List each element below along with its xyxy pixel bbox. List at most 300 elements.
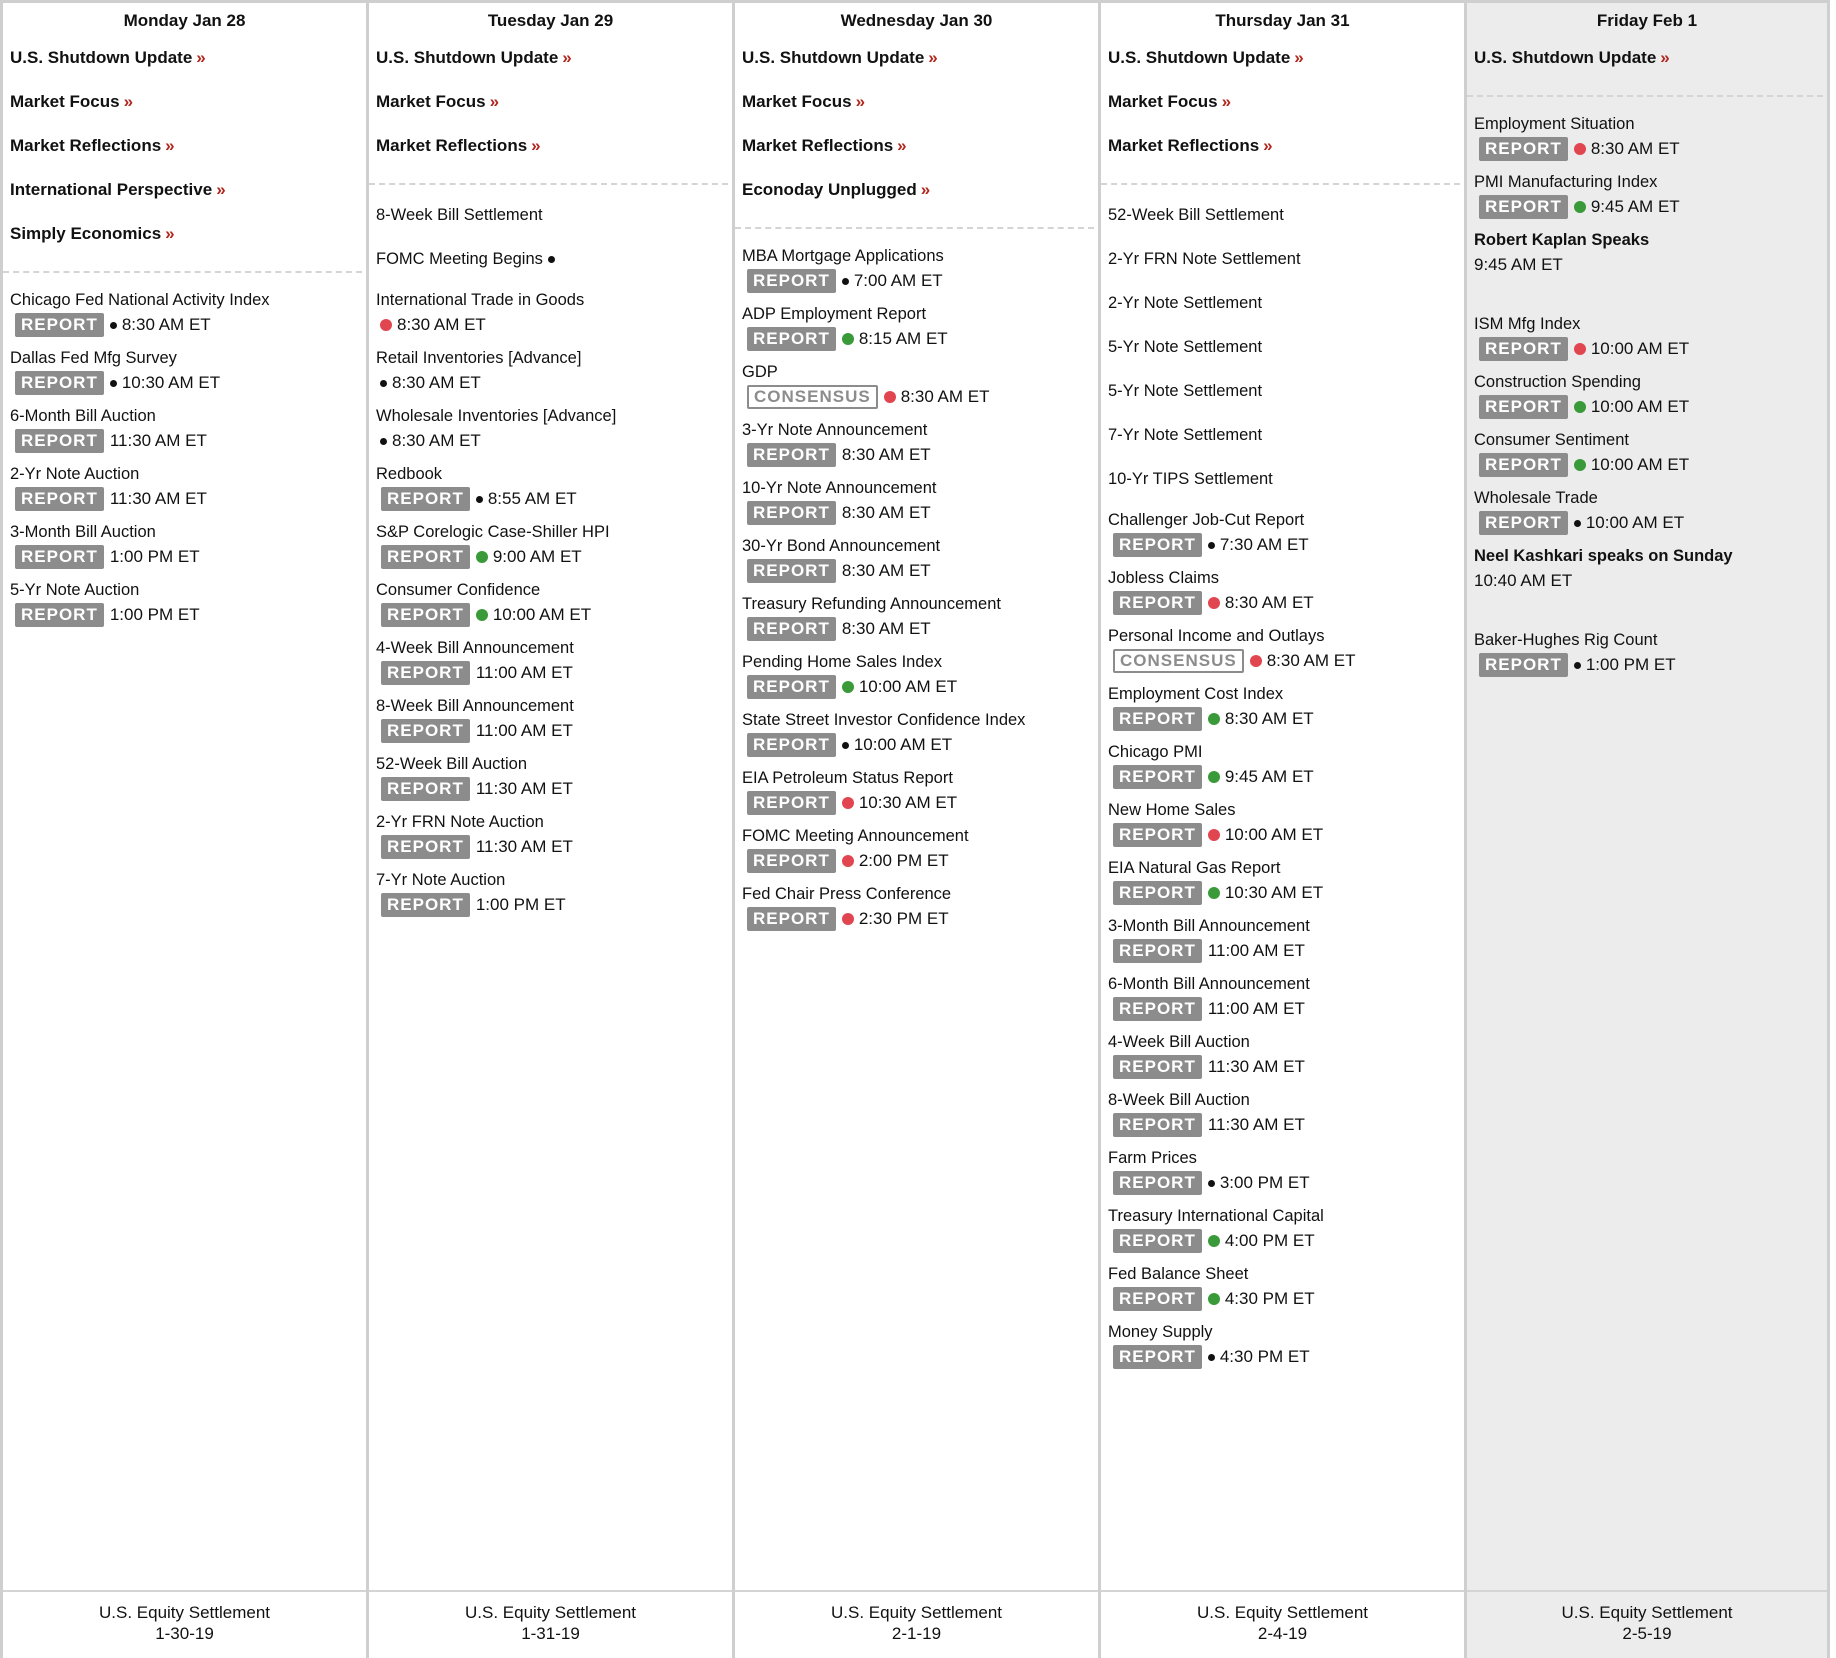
event-time: 1:00 PM ET [109,547,200,566]
event-name-text[interactable]: 6-Month Bill Announcement [1108,975,1310,993]
event-item [376,696,726,745]
event-name-text[interactable]: FOMC Meeting Begins [376,250,543,268]
event-name[interactable] [1474,430,1821,451]
event-name-text[interactable]: GDP [742,363,778,381]
event-name[interactable] [1108,974,1458,995]
feature-link[interactable] [1474,35,1815,79]
event-name-text[interactable]: Treasury Refunding Announcement [742,595,1001,613]
event-time: 2:30 PM ET [858,909,949,928]
feature-label[interactable]: Simply Economics [10,224,162,243]
feature-link[interactable] [10,35,354,79]
settlement-footer [1101,1590,1464,1658]
event-name-text[interactable]: Retail Inventories [Advance] [376,349,582,367]
importance-dot-icon [1574,401,1586,413]
report-badge[interactable]: REPORT [381,487,470,511]
report-badge[interactable]: REPORT [747,269,836,293]
event-name-text[interactable]: EIA Natural Gas Report [1108,859,1281,877]
importance-dot-icon [1574,459,1586,471]
importance-dot-icon [476,496,483,503]
event-name-text[interactable]: Jobless Claims [1108,569,1219,587]
event-name-text[interactable]: 8-Week Bill Announcement [376,697,574,715]
event-name[interactable] [376,812,726,833]
settlement-title: U.S. Equity Settlement [830,1603,1003,1622]
event-name[interactable] [376,348,726,369]
event-name[interactable] [1108,369,1458,413]
event-name-text[interactable]: Fed Chair Press Conference [742,885,952,903]
event-item [376,870,726,919]
event-name[interactable] [1108,193,1458,237]
event-time: 11:30 AM ET [1207,1057,1305,1076]
event-item [1474,314,1821,363]
report-badge[interactable]: REPORT [747,675,836,699]
report-badge[interactable]: REPORT [1113,1171,1202,1195]
event-time: 10:00 AM ET [858,677,958,696]
feature-label[interactable]: Market Focus [376,92,486,111]
event-name-text[interactable]: PMI Manufacturing Index [1474,173,1658,191]
event-meta [742,789,1092,817]
event-time: 8:30 AM ET [397,315,486,334]
feature-link[interactable] [10,123,354,167]
event-item [1474,114,1821,163]
event-name-text[interactable]: ADP Employment Report [742,305,927,323]
event-name[interactable] [742,420,1092,441]
event-meta [742,847,1092,875]
day-body [369,0,732,1588]
event-name[interactable] [1108,510,1458,531]
event-time: 9:45 AM ET [1590,197,1680,216]
settlement-title: U.S. Equity Settlement [98,1603,271,1622]
report-badge[interactable]: REPORT [15,545,104,569]
settlement-date: 1-30-19 [155,1624,214,1643]
event-name[interactable] [10,522,360,543]
event-name-text[interactable]: Construction Spending [1474,373,1641,391]
report-badge[interactable]: REPORT [747,733,836,757]
report-badge[interactable]: REPORT [747,907,836,931]
event-name-text[interactable]: S&P Corelogic Case-Shiller HPI [376,523,610,541]
event-name-text[interactable]: 52-Week Bill Auction [376,755,528,773]
report-badge[interactable]: REPORT [381,777,470,801]
event-name-text[interactable]: 6-Month Bill Auction [10,407,156,425]
event-item [1108,1148,1458,1197]
event-name[interactable] [1474,630,1821,651]
event-name[interactable] [376,237,726,281]
feature-label[interactable]: Market Reflections [1108,136,1260,155]
event-name-text[interactable]: 7-Yr Note Settlement [1108,426,1263,444]
event-item [742,594,1092,643]
event-time: 8:30 AM ET [392,373,481,392]
event-name-text[interactable]: Challenger Job-Cut Report [1108,511,1305,529]
event-item [742,884,1092,933]
event-time: 7:00 AM ET [853,271,943,290]
feature-label[interactable]: Market Focus [10,92,120,111]
report-badge[interactable]: REPORT [1113,1113,1202,1137]
event-name[interactable] [1474,314,1821,335]
event-meta [1474,651,1821,679]
event-name-text[interactable]: Consumer Confidence [376,581,541,599]
feature-link[interactable] [1108,35,1452,79]
day-header: Monday Jan 28 [123,11,246,30]
importance-dot-icon [380,319,392,331]
event-name[interactable] [376,696,726,717]
feature-label[interactable]: International Perspective [10,180,213,199]
event-time: 10:00 AM ET [1590,397,1690,416]
event-name-text[interactable]: Chicago Fed National Activity Index [10,291,270,309]
event-name[interactable] [1108,568,1458,589]
event-name[interactable] [1108,858,1458,879]
event-name-text[interactable]: 30-Yr Bond Announcement [742,537,941,555]
importance-dot-icon [1208,713,1220,725]
feature-label[interactable]: U.S. Shutdown Update [742,48,925,67]
event-item [10,464,360,513]
report-badge[interactable]: REPORT [1113,1287,1202,1311]
feature-links [1467,35,1823,97]
event-name[interactable] [1108,413,1458,457]
report-badge[interactable]: REPORT [747,617,836,641]
event-name[interactable] [376,406,726,427]
event-name[interactable] [376,754,726,775]
event-name-text[interactable]: Treasury International Capital [1108,1207,1324,1225]
feature-label[interactable]: U.S. Shutdown Update [1108,48,1291,67]
event-name-text[interactable]: Fed Balance Sheet [1108,1265,1249,1283]
event-name-text[interactable]: EIA Petroleum Status Report [742,769,953,787]
event-item [742,478,1092,527]
feature-label[interactable]: U.S. Shutdown Update [10,48,193,67]
event-name[interactable] [1474,172,1821,193]
report-badge[interactable]: REPORT [1479,195,1568,219]
event-name[interactable] [742,710,1092,731]
event-name-text[interactable]: Dallas Fed Mfg Survey [10,349,177,367]
event-name[interactable] [1108,800,1458,821]
event-name[interactable] [376,580,726,601]
event-name-text[interactable]: 3-Month Bill Auction [10,523,156,541]
event-name[interactable] [742,652,1092,673]
event-name-text[interactable]: Redbook [376,465,443,483]
event-time: 8:15 AM ET [858,329,948,348]
report-badge[interactable]: REPORT [1113,1229,1202,1253]
event-name[interactable] [376,522,726,543]
report-badge[interactable]: REPORT [15,487,104,511]
event-name-text[interactable]: 10-Yr Note Announcement [742,479,937,497]
report-badge[interactable]: REPORT [747,849,836,873]
event-name[interactable] [742,478,1092,499]
event-item [1108,237,1458,281]
event-name[interactable] [1474,230,1821,251]
report-badge[interactable]: REPORT [1479,137,1568,161]
report-badge[interactable]: REPORT [1113,533,1202,557]
event-item [10,522,360,571]
event-name-text[interactable]: 2-Yr FRN Note Settlement [1108,250,1301,268]
event-name-text[interactable]: 4-Week Bill Announcement [376,639,574,657]
chevron-right-icon: » [562,48,572,67]
event-item [742,420,1092,469]
event-meta [1108,1227,1458,1255]
importance-dot-icon [1574,143,1586,155]
event-item [1474,488,1821,537]
consensus-badge[interactable]: CONSENSUS [747,385,878,409]
report-badge[interactable]: REPORT [15,371,104,395]
event-name[interactable] [742,768,1092,789]
event-name-text[interactable]: 10-Yr TIPS Settlement [1108,470,1273,488]
event-item [1474,372,1821,421]
event-name[interactable] [742,594,1092,615]
event-name[interactable] [1108,916,1458,937]
feature-link[interactable] [376,123,720,167]
event-name[interactable] [1474,114,1821,135]
report-badge[interactable]: REPORT [1113,881,1202,905]
event-item [1108,684,1458,733]
event-name-text[interactable]: 7-Yr Note Auction [376,871,506,889]
event-name[interactable] [10,406,360,427]
report-badge[interactable]: REPORT [1479,395,1568,419]
event-name[interactable] [1108,1206,1458,1227]
event-item [1108,742,1458,791]
event-meta [742,731,1092,759]
feature-link[interactable] [376,35,720,79]
report-badge[interactable]: REPORT [1113,591,1202,615]
event-name-text[interactable]: Chicago PMI [1108,743,1203,761]
event-name-text[interactable]: Robert Kaplan Speaks [1474,231,1650,249]
event-name[interactable] [376,870,726,891]
event-name-text[interactable]: Employment Situation [1474,115,1635,133]
importance-dot-icon [1574,201,1586,213]
event-name[interactable] [1108,1148,1458,1169]
event-name[interactable] [742,826,1092,847]
report-badge[interactable]: REPORT [15,313,104,337]
feature-link[interactable] [742,35,1086,79]
event-name[interactable] [1474,546,1821,567]
event-name[interactable] [1108,325,1458,369]
event-name-text[interactable]: MBA Mortgage Applications [742,247,944,265]
event-name[interactable] [1108,1322,1458,1343]
report-badge[interactable]: REPORT [1479,337,1568,361]
event-meta [1108,1111,1458,1139]
event-time: 10:00 AM ET [853,735,953,754]
event-name[interactable] [1108,626,1458,647]
settlement-title: U.S. Equity Settlement [464,1603,637,1622]
event-name-text[interactable]: Neel Kashkari speaks on Sunday [1474,547,1733,565]
importance-dot-icon [1250,655,1262,667]
event-meta [376,543,726,571]
report-badge[interactable]: REPORT [15,603,104,627]
chevron-right-icon: » [165,136,175,155]
event-name-text[interactable]: 2-Yr Note Auction [10,465,140,483]
event-name-text[interactable]: State Street Investor Confidence Index [742,711,1026,729]
event-name-text[interactable]: ISM Mfg Index [1474,315,1581,333]
report-badge[interactable]: REPORT [381,545,470,569]
importance-dot-icon [1208,1293,1220,1305]
consensus-badge[interactable]: CONSENSUS [1113,649,1244,673]
report-badge[interactable]: REPORT [1113,765,1202,789]
event-name[interactable] [742,884,1092,905]
report-badge[interactable]: REPORT [1113,939,1202,963]
report-badge[interactable]: REPORT [747,501,836,525]
feature-link[interactable] [742,79,1086,123]
event-name-text[interactable]: Money Supply [1108,1323,1213,1341]
event-name-text[interactable]: Consumer Sentiment [1474,431,1629,449]
feature-label[interactable]: Econoday Unplugged [742,180,917,199]
event-name-text[interactable]: 52-Week Bill Settlement [1108,206,1284,224]
report-badge[interactable]: REPORT [1113,997,1202,1021]
event-name-text[interactable]: Pending Home Sales Index [742,653,942,671]
event-meta [742,267,1092,295]
importance-dot-icon [1574,520,1581,527]
event-meta [742,615,1092,643]
event-name-text[interactable]: Employment Cost Index [1108,685,1284,703]
report-badge[interactable]: REPORT [1479,453,1568,477]
chevron-right-icon: » [1660,48,1670,67]
report-badge[interactable]: REPORT [1113,1345,1202,1369]
event-name-text[interactable]: Personal Income and Outlays [1108,627,1325,645]
importance-dot-icon [1208,1235,1220,1247]
day-column [0,0,366,1658]
event-name-text[interactable]: International Trade in Goods [376,291,585,309]
event-name[interactable] [1108,742,1458,763]
event-item [742,304,1092,353]
event-time: 11:00 AM ET [1207,999,1305,1018]
event-item [1108,510,1458,559]
event-name-text[interactable]: 5-Yr Note Auction [10,581,140,599]
day-header: Friday Feb 1 [1596,11,1698,30]
event-name[interactable] [10,580,360,601]
event-item [1108,626,1458,675]
event-time: 10:30 AM ET [1224,883,1324,902]
report-badge[interactable]: REPORT [747,443,836,467]
event-item [376,638,726,687]
event-time: 4:30 PM ET [1224,1289,1315,1308]
event-name[interactable] [376,638,726,659]
importance-dot-icon [1208,887,1220,899]
event-time: 8:30 AM ET [841,561,931,580]
event-name[interactable] [376,464,726,485]
settlement-footer [369,1590,732,1658]
event-meta [1108,937,1458,965]
event-name[interactable] [10,464,360,485]
event-time: 11:30 AM ET [475,779,573,798]
feature-label[interactable]: Market Focus [742,92,852,111]
settlement-footer [3,1590,366,1658]
event-name[interactable] [376,290,726,311]
event-name[interactable] [742,304,1092,325]
event-name[interactable] [1108,1090,1458,1111]
feature-label[interactable]: U.S. Shutdown Update [376,48,559,67]
event-item [1108,369,1458,413]
feature-link[interactable] [10,79,354,123]
event-item [1108,858,1458,907]
event-name[interactable] [10,348,360,369]
event-name-text[interactable]: 5-Yr Note Settlement [1108,338,1263,356]
chevron-right-icon: » [196,48,206,67]
feature-link[interactable] [742,123,1086,167]
report-badge[interactable]: REPORT [381,835,470,859]
report-badge[interactable]: REPORT [1113,1055,1202,1079]
event-name-text[interactable]: Baker-Hughes Rig Count [1474,631,1658,649]
event-name[interactable] [376,193,726,237]
event-name[interactable] [1108,1032,1458,1053]
report-badge[interactable]: REPORT [15,429,104,453]
event-name[interactable] [1474,372,1821,393]
report-badge[interactable]: REPORT [1113,707,1202,731]
feature-link[interactable] [1108,123,1452,167]
report-badge[interactable]: REPORT [1113,823,1202,847]
event-time: 8:30 AM ET [1224,593,1314,612]
event-name[interactable] [1474,488,1821,509]
event-name-text[interactable]: 5-Yr Note Settlement [1108,382,1263,400]
event-name-text[interactable]: 4-Week Bill Auction [1108,1033,1250,1051]
feature-link[interactable] [376,79,720,123]
event-name-text[interactable]: Wholesale Trade [1474,489,1598,507]
event-name-text[interactable]: 2-Yr Note Settlement [1108,294,1263,312]
importance-dot-icon [884,391,896,403]
report-badge[interactable]: REPORT [747,559,836,583]
feature-link[interactable] [10,211,354,255]
importance-dot-icon [110,322,117,329]
event-name-text[interactable]: FOMC Meeting Announcement [742,827,969,845]
event-item [1108,1264,1458,1313]
event-time: 11:00 AM ET [475,663,573,682]
report-badge[interactable]: REPORT [381,603,470,627]
importance-dot-icon [548,256,555,263]
event-name-text[interactable]: 8-Week Bill Auction [1108,1091,1250,1109]
importance-dot-icon [380,438,387,445]
report-badge[interactable]: REPORT [747,791,836,815]
feature-label[interactable]: Market Reflections [376,136,528,155]
event-name-text[interactable]: 8-Week Bill Settlement [376,206,543,224]
event-name-text[interactable]: Farm Prices [1108,1149,1197,1167]
event-name-text[interactable]: New Home Sales [1108,801,1236,819]
event-time: 9:45 AM ET [1224,767,1314,786]
chevron-right-icon: » [531,136,541,155]
event-meta [1108,995,1458,1023]
feature-label[interactable]: Market Focus [1108,92,1218,111]
event-item [1474,430,1821,479]
report-badge[interactable]: REPORT [1479,653,1568,677]
event-name[interactable] [1108,1264,1458,1285]
event-name-text[interactable]: 2-Yr FRN Note Auction [376,813,544,831]
event-name-text[interactable]: 3-Month Bill Announcement [1108,917,1310,935]
event-name[interactable] [1108,237,1458,281]
settlement-date: 1-31-19 [521,1624,580,1643]
feature-label[interactable]: Market Reflections [10,136,162,155]
event-name-text[interactable]: 3-Yr Note Announcement [742,421,928,439]
event-name[interactable] [742,362,1092,383]
event-name[interactable] [1108,684,1458,705]
event-time: 10:30 AM ET [121,373,221,392]
report-badge[interactable]: REPORT [381,719,470,743]
report-badge[interactable]: REPORT [1479,511,1568,535]
event-meta [742,383,1092,411]
feature-label[interactable]: Market Reflections [742,136,894,155]
event-item [1108,1322,1458,1371]
importance-dot-icon [476,609,488,621]
event-name[interactable] [10,290,360,311]
feature-link[interactable] [10,167,354,211]
event-name[interactable] [1108,457,1458,501]
event-name[interactable] [742,246,1092,267]
report-badge[interactable]: REPORT [381,893,470,917]
report-badge[interactable]: REPORT [381,661,470,685]
event-time: 11:00 AM ET [1207,941,1305,960]
feature-label[interactable]: U.S. Shutdown Update [1474,48,1657,67]
feature-link[interactable] [742,167,1086,211]
event-name[interactable] [742,536,1092,557]
event-meta [1108,1053,1458,1081]
event-meta [1474,193,1821,221]
event-name[interactable] [1108,281,1458,325]
report-badge[interactable]: REPORT [747,327,836,351]
settlement-date: 2-1-19 [891,1624,942,1643]
feature-link[interactable] [1108,79,1452,123]
event-name-text[interactable]: Wholesale Inventories [Advance] [376,407,617,425]
